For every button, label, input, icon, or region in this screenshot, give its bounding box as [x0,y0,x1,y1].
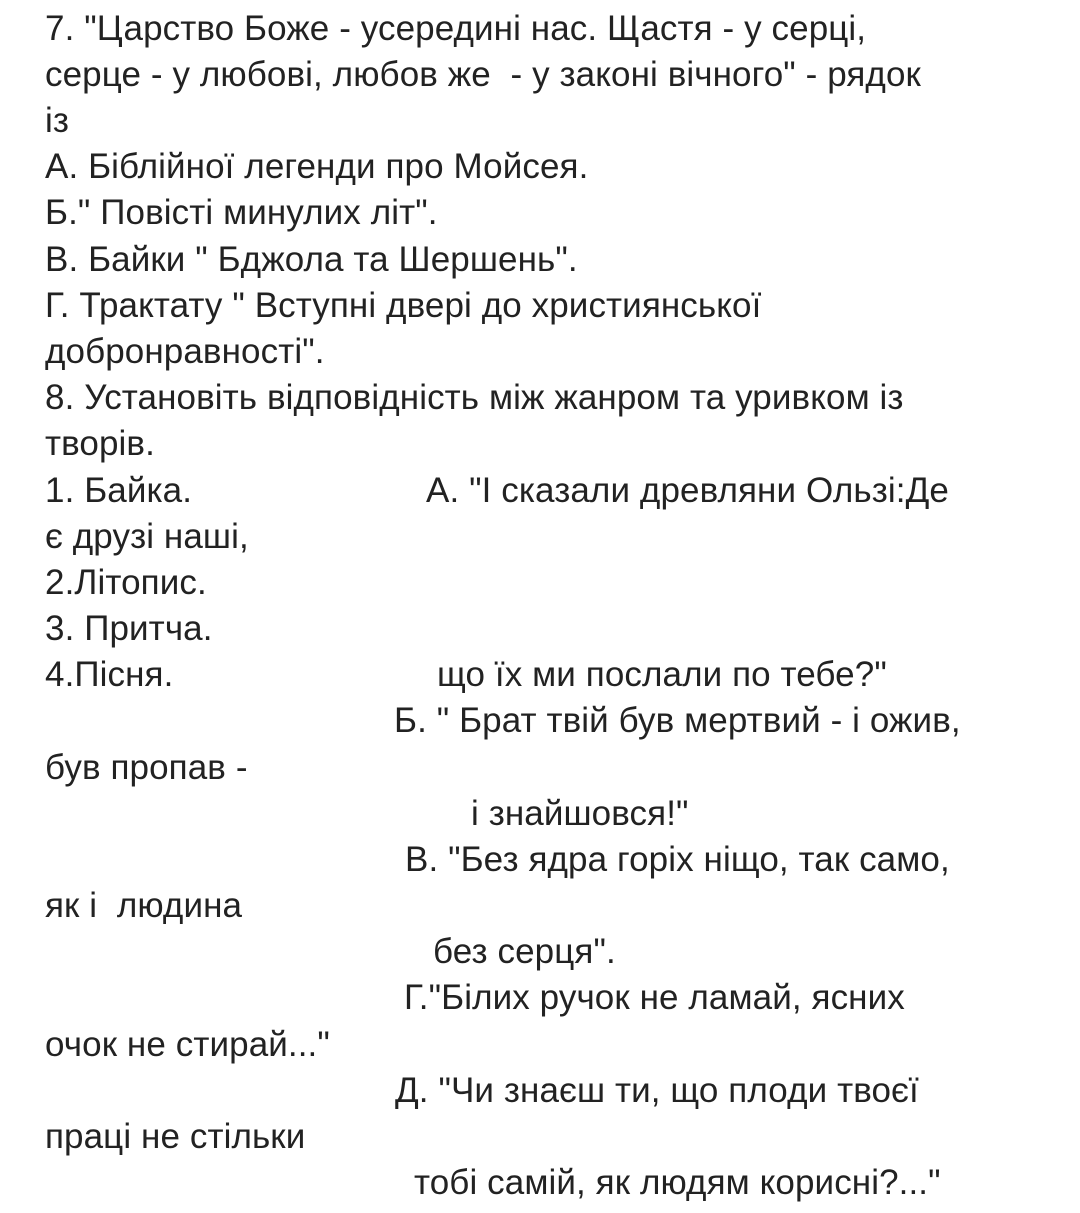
excerpt-a-line-3: що їх ми послали по тебе?" [437,655,887,694]
question-7-line-2: серце - у любові, любов же - у законі вічного" - рядок [45,55,921,94]
excerpt-g-line-2: очок не стирай..." [45,1025,330,1064]
excerpt-b-line-1: Б. " Брат твій був мертвий - і ожив, [394,701,961,740]
genre-4: 4.Пісня. [45,655,174,694]
excerpt-a-line-2: є друзі наші, [45,517,249,556]
question-7-option-b: Б." Повісті минулих літ". [45,193,438,232]
question-7-option-g-line-1: Г. Трактату " Вступні двері до християнської [45,286,762,325]
question-8-line-1: 8. Установіть відповідність між жанром та уривком із [45,378,904,417]
question-7-option-v: В. Байки " Бджола та Шершень". [45,240,578,279]
excerpt-a-line-1: А. "І сказали древляни Ользі:Де [426,471,949,510]
question-7-line-3: із [45,101,70,140]
excerpt-d-line-3: тобі самій, як людям корисні?..." [414,1163,941,1202]
excerpt-g-line-1: Г."Білих ручок не ламай, ясних [404,978,905,1017]
excerpt-b-line-2: був пропав - [45,748,248,787]
question-7-option-a: А. Біблійної легенди про Мойсея. [45,147,589,186]
genre-3: 3. Притча. [45,609,213,648]
excerpt-b-line-3: і знайшовся!" [471,794,689,833]
genre-2: 2.Літопис. [45,563,207,602]
excerpt-v-line-2: як і людина [45,886,243,925]
question-7-line-1: 7. "Царство Боже - усередині нас. Щастя - у серці, [45,9,867,48]
excerpt-d-line-1: Д. "Чи знаєш ти, що плоди твоєї [395,1071,919,1110]
excerpt-v-line-1: В. "Без ядра горіх ніщо, так само, [405,840,950,879]
excerpt-v-line-3: без серця". [433,932,616,971]
genre-1: 1. Байка. [45,471,193,510]
excerpt-d-line-2: праці не стільки [45,1117,306,1156]
question-8-line-2: творів. [45,424,155,463]
question-7-option-g-line-2: добронравності". [45,332,325,371]
